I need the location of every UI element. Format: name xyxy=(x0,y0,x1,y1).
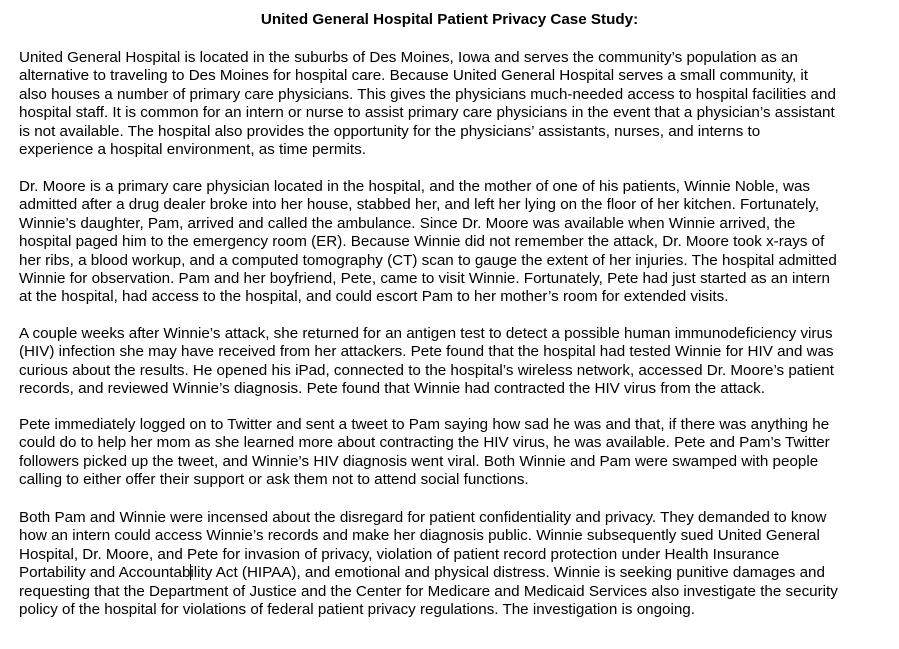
text-line: United General Hospital is located in the suburbs of Des Moines, Iowa and serves the community’s population as an xyxy=(19,49,798,66)
text-line: followers picked up the tweet, and Winnie’s HIV diagnosis went viral. Both Winnie and Pam were swamped with people xyxy=(19,452,819,470)
text-line: requesting that the Department of Justice and the Center for Medicare and Medicaid Services also investigate the security xyxy=(19,582,838,600)
text-line: how an intern could access Winnie’s records and make her diagnosis public. Winnie subsequently sued United General xyxy=(19,527,820,545)
text-line: hospital staff. It is common for an intern or nurse to assist primary care physicians in the event that a physician’s assistant xyxy=(19,104,835,122)
text-line: Both Pam and Winnie were incensed about the disregard for patient confidentiality and privacy. They demanded to know xyxy=(19,509,827,526)
text-line: curious about the results. He opened his iPad, connected to the hospital’s wireless network, accessed Dr. Moore’s patient xyxy=(19,361,834,379)
text-line-with-cursor xyxy=(19,564,889,582)
paragraph-lawsuit xyxy=(19,509,889,619)
text-line: Hospital, Dr. Moore, and Pete for invasion of privacy, violation of patient record protection under Health Insurance xyxy=(19,545,780,563)
text-line: Winnie’s daughter, Pam, arrived and called the ambulance. Since Dr. Moore was available when Winnie arrived, the xyxy=(19,214,796,232)
paragraph-intro xyxy=(19,49,889,159)
text-line: is not available. The hospital also provides the opportunity for the physicians’ assistants, nurses, and interns to xyxy=(19,122,761,140)
text-line: could do to help her mom as she learned more about contracting the HIV virus, he was available. Pete and Pam’s Twitter xyxy=(19,434,830,452)
text-line: at the hospital, had access to the hospital, and could escort Pam to her mother’s room for extended visits. xyxy=(19,288,729,306)
text-line: admitted after a drug dealer broke into her house, stabbed her, and left her lying on the floor of her kitchen. Fortunately, xyxy=(19,196,820,214)
text-line: Winnie for observation. Pam and her boyfriend, Pete, came to visit Winnie. Fortunately, Pete had just started as an intern xyxy=(19,270,830,288)
text-line: Dr. Moore is a primary care physician located in the hospital, and the mother of one of his patients, Winnie Noble, was xyxy=(19,178,810,195)
text-line: records, and reviewed Winnie’s diagnosis. Pete found that Winnie had contracted the HIV virus from the attack. xyxy=(19,380,765,398)
text-before-cursor: Portability and Accountab xyxy=(19,564,191,582)
text-after-cursor: ility Act (HIPAA), and emotional and physical distress. Winnie is seeking punitive damages and xyxy=(190,564,825,582)
text-line: calling to either offer their support or ask them not to attend social functions. xyxy=(19,471,529,489)
text-line: (HIV) infection she may have received from her attackers. Pete found that the hospital had tested Winnie for HIV and was xyxy=(19,343,834,361)
text-line: also houses a number of primary care physicians. This gives the physicians much-needed access to hospital facilities and xyxy=(19,85,836,103)
text-line: experience a hospital environment, as time permits. xyxy=(19,141,366,159)
text-line: A couple weeks after Winnie’s attack, she returned for an antigen test to detect a possible human immunodeficiency virus xyxy=(19,325,833,342)
text-line: Pete immediately logged on to Twitter and sent a tweet to Pam saying how sad he was and that, if there was anything he xyxy=(19,416,830,433)
paragraph-test-results xyxy=(19,325,889,399)
paragraph-incident xyxy=(19,178,889,307)
text-line: her ribs, a blood workup, and a computed tomography (CT) scan to gauge the extent of her injuries. The hospital admitted xyxy=(19,251,837,269)
text-line: policy of the hospital for violations of federal patient privacy regulations. The investigation is ongoing. xyxy=(19,601,695,619)
text-line: hospital paged him to the emergency room (ER). Because Winnie did not remember the attack, Dr. Moore took x-rays of xyxy=(19,233,825,251)
page-title: United General Hospital Patient Privacy Case Study: xyxy=(260,11,639,28)
text-line: alternative to traveling to Des Moines for hospital care. Because United General Hospital serves a small community, it xyxy=(19,67,808,85)
paragraph-twitter xyxy=(19,416,889,490)
